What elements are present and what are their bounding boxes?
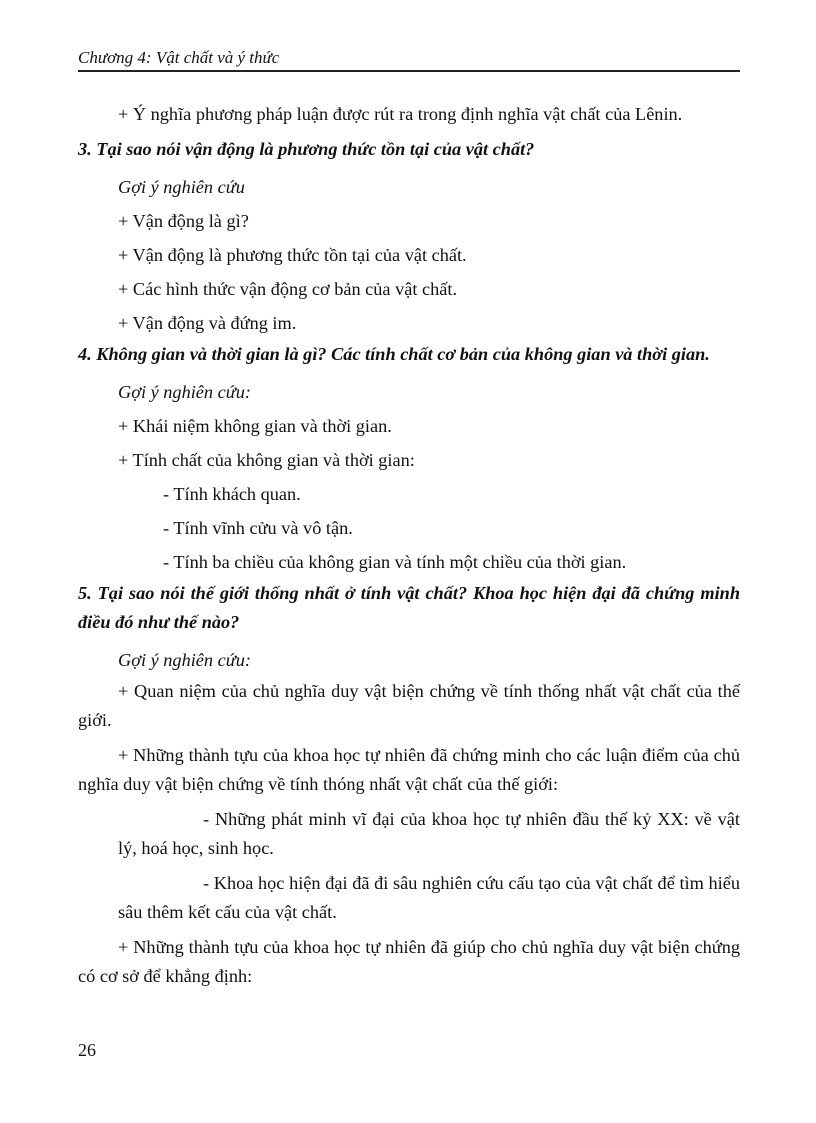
study-hint: Gợi ý nghiên cứu:: [118, 650, 251, 670]
sub-item: - Tính ba chiều của không gian và tính một chiều của thời gian.: [163, 552, 627, 572]
paragraph: + Ý nghĩa phương pháp luận được rút ra trong định nghĩa vật chất của Lênin.: [118, 104, 683, 124]
list-item: + Vận động là gì?: [118, 211, 249, 231]
question-heading: 4. Không gian và thời gian là gì? Các tính chất cơ bản của không gian và thời gian.: [78, 344, 710, 364]
question-heading: 3. Tại sao nói vận động là phương thức tồn tại của vật chất?: [78, 139, 535, 159]
paragraph: + Những thành tựu của khoa học tự nhiên đã chứng minh cho các luận điểm của chủ nghĩa duy vật biện chứng về tính thóng nhất vật chất của thế giới:: [78, 745, 740, 794]
page-number: 26: [78, 1040, 96, 1060]
paragraph: + Quan niệm của chủ nghĩa duy vật biện chứng về tính thống nhất vật chất của thế giới.: [78, 681, 740, 730]
study-hint: Gợi ý nghiên cứu:: [118, 382, 251, 402]
sub-paragraph: - Những phát minh vĩ đại của khoa học tự nhiên đầu thế kỷ XX: về vật lý, hoá học, sinh học.: [118, 809, 740, 858]
study-hint: Gợi ý nghiên cứu: [118, 177, 245, 197]
list-item: + Vận động là phương thức tồn tại của vật chất.: [118, 245, 467, 265]
list-item: + Vận động và đứng im.: [118, 313, 297, 333]
list-item: + Khái niệm không gian và thời gian.: [118, 416, 392, 436]
paragraph: + Những thành tựu của khoa học tự nhiên đã giúp cho chủ nghĩa duy vật biện chứng có cơ sở để khẳng định:: [78, 937, 740, 986]
list-item: + Tính chất của không gian và thời gian:: [118, 450, 415, 470]
list-item: + Các hình thức vận động cơ bản của vật chất.: [118, 279, 458, 299]
running-header: Chương 4: Vật chất và ý thức: [78, 48, 740, 72]
sub-paragraph: - Khoa học hiện đại đã đi sâu nghiên cứu cấu tạo của vật chất để tìm hiểu sâu thêm kết cấu của vật chất.: [118, 873, 740, 922]
question-heading: 5. Tại sao nói thế giới thống nhất ở tính vật chất? Khoa học hiện đại đã chứng minh điều đó như thế nào?: [78, 583, 740, 632]
sub-item: - Tính vĩnh cửu và vô tận.: [163, 518, 353, 538]
page-content: [78, 100, 740, 997]
sub-item: - Tính khách quan.: [163, 484, 301, 504]
